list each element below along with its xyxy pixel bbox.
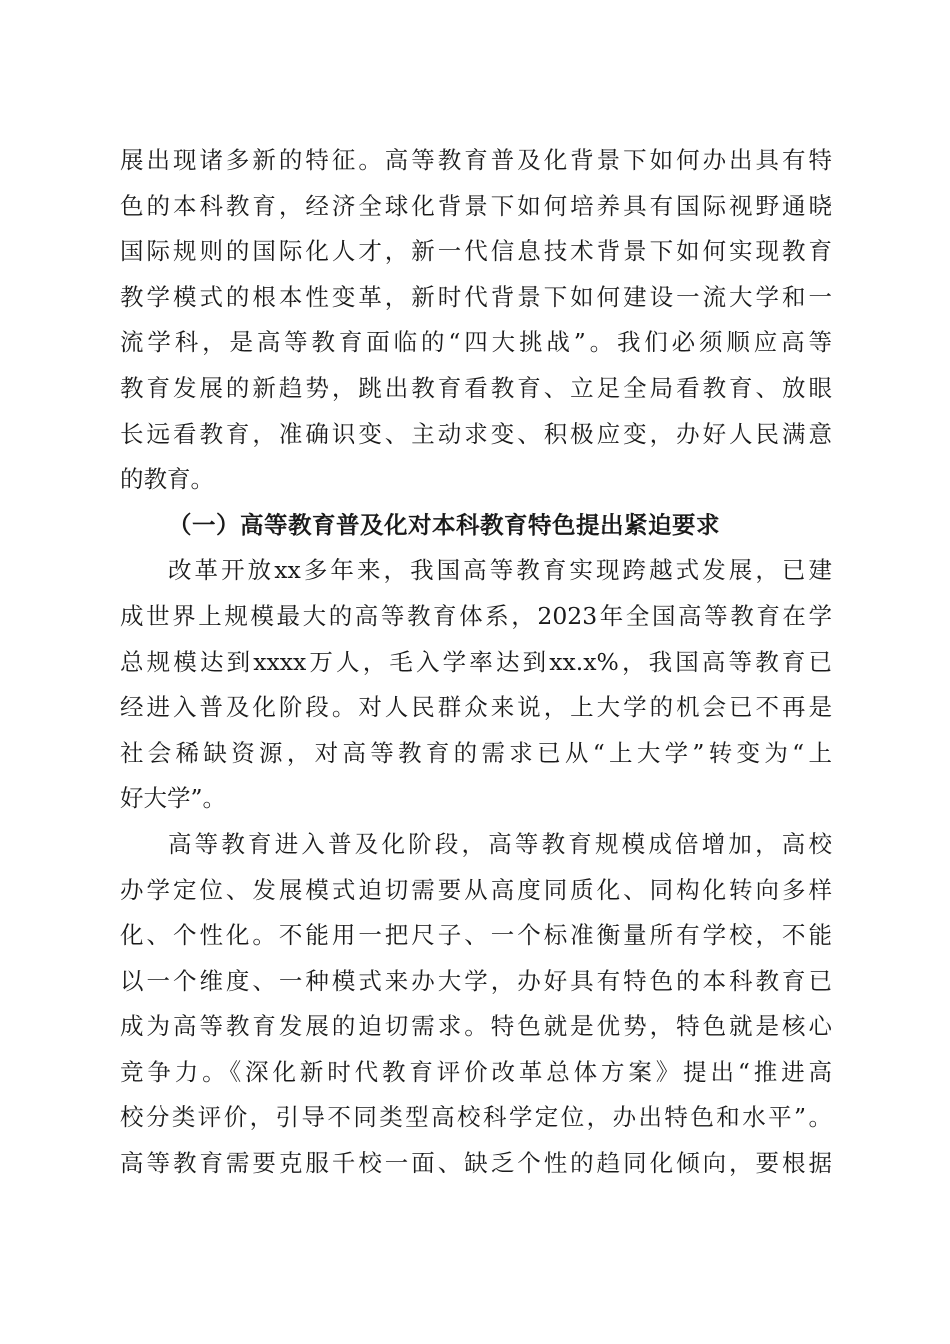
paragraph-3 [120, 822, 832, 1187]
text-line: 国际规则的国际化人才，新一代信息技术背景下如何实现教育 [120, 237, 832, 266]
text-line: 教学模式的根本性变革，新时代背景下如何建设一流大学和一 [120, 282, 832, 311]
text-line: 色的本科教育，经济全球化背景下如何培养具有国际视野通晓 [120, 191, 832, 220]
text-line: 的教育。 [120, 465, 214, 494]
text-line: 流学科，是高等教育面临的“四大挑战”。我们必须顺应高等 [120, 328, 832, 357]
paragraph-1 [120, 138, 832, 503]
section-heading: （一）高等教育普及化对本科教育特色提出紧迫要求 [168, 510, 720, 539]
text-line: 以一个维度、一种模式来办大学，办好具有特色的本科教育已 [120, 966, 832, 995]
text-line: 化、个性化。不能用一把尺子、一个标准衡量所有学校，不能 [120, 921, 832, 950]
text-line: 改革开放xx多年来，我国高等教育实现跨越式发展，已建 [168, 556, 832, 585]
text-line: 竞争力。《深化新时代教育评价改革总体方案》提出“推进高 [120, 1057, 832, 1086]
text-line: 社会稀缺资源，对高等教育的需求已从“上大学”转变为“上 [120, 738, 832, 767]
text-line: 教育发展的新趋势，跳出教育看教育、立足全局看教育、放眼 [120, 373, 832, 402]
text-line: 展出现诸多新的特征。高等教育普及化背景下如何办出具有特 [120, 146, 832, 174]
text-line: 高等教育需要克服千校一面、缺乏个性的趋同化倾向，要根据 [120, 1149, 832, 1178]
text-line: 校分类评价，引导不同类型高校科学定位，办出特色和水平”。 [120, 1103, 832, 1132]
paragraph-2 [120, 548, 832, 822]
text-line: 办学定位、发展模式迫切需要从高度同质化、同构化转向多样 [120, 875, 832, 904]
text-line: 成世界上规模最大的高等教育体系，2023年全国高等教育在学 [120, 601, 832, 630]
text-line: 好大学”。 [120, 784, 227, 813]
text-line: 经进入普及化阶段。对人民群众来说，上大学的机会已不再是 [120, 693, 832, 722]
text-line: 高等教育进入普及化阶段，高等教育规模成倍增加，高校 [168, 829, 832, 858]
text-line: 成为高等教育发展的迫切需求。特色就是优势，特色就是核心 [120, 1012, 832, 1041]
text-line: 总规模达到xxxx万人，毛入学率达到xx.x%，我国高等教育已 [120, 647, 832, 676]
document-body [120, 138, 832, 1187]
text-line: 长远看教育，准确识变、主动求变、积极应变，办好人民满意 [120, 419, 832, 448]
